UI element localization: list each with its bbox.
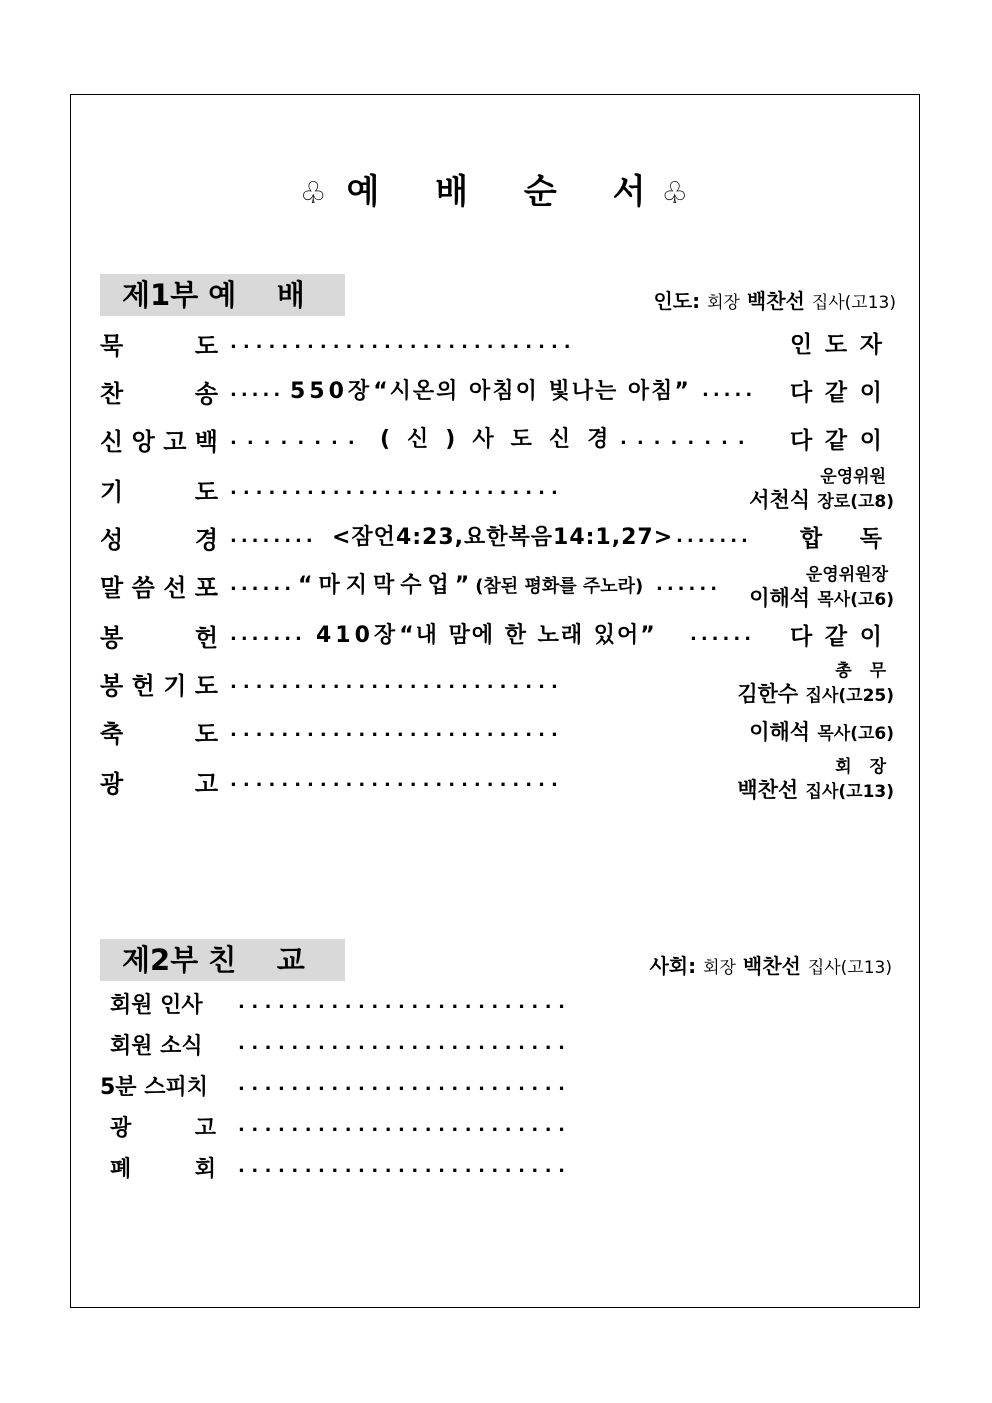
order-row-sermon: [100, 565, 894, 610]
dot-leader: .......: [676, 526, 752, 547]
row-label: 기 도: [100, 478, 218, 506]
page-title: [0, 164, 992, 213]
creed-detail: (신)사도신경: [380, 427, 626, 452]
dot-leader: .........................: [238, 1115, 572, 1136]
dot-leader: .........................: [238, 1033, 572, 1054]
row-label: 폐 회: [110, 1157, 216, 1182]
person: 백찬선 집사(고13): [737, 778, 894, 802]
row-performer: 인 도 자: [790, 332, 882, 358]
scripture-detail: <잠언4:23,요한복음14:1,27>: [332, 525, 674, 550]
order-row-offering: [100, 618, 894, 658]
order-row-silent-prayer: [100, 326, 894, 366]
sermon-detail: “마지막수업”(참된 평화를 주노라): [298, 573, 644, 598]
order-row-hymn: [100, 374, 894, 414]
dot-leader: ...........................: [230, 332, 577, 353]
fellowship-row-speech: [100, 1070, 740, 1106]
row-performer: 합 독: [800, 526, 882, 552]
row-performer: 다 같 이: [790, 380, 882, 406]
person-role: 총 무: [835, 661, 886, 681]
dot-leader: .....: [230, 380, 285, 401]
order-row-offering-prayer: [100, 661, 894, 706]
leader-title: 집사(고13): [807, 958, 892, 978]
dot-leader: ..........................: [230, 770, 564, 791]
leader-name: 백찬선: [742, 954, 801, 978]
dot-leader: .......: [230, 624, 306, 645]
dot-leader: ..........................: [230, 672, 564, 693]
dot-leader: ......: [656, 574, 722, 595]
dot-leader: .........................: [238, 1156, 572, 1177]
row-label: 봉 헌 기 도: [100, 672, 218, 700]
person: 서천식 장로(고8): [749, 488, 894, 512]
order-row-prayer: [100, 467, 894, 512]
leader-title: 집사(고13): [811, 293, 896, 313]
row-label: 5분 스피치: [100, 1075, 208, 1100]
dot-leader: .........................: [238, 1074, 572, 1095]
row-label: 말 씀 선 포: [100, 574, 218, 602]
part1-heading: 제1부 예 배: [100, 274, 345, 316]
dot-leader: ..........................: [230, 720, 564, 741]
dot-leader: ......: [230, 574, 296, 595]
hymn-detail: 410장“내 맘에 한 노래 있어”: [316, 623, 657, 648]
dot-leader: ......: [690, 624, 756, 645]
leader-label: 인도:: [653, 289, 701, 313]
row-label: 찬 송: [100, 380, 218, 408]
fellowship-row-closing: [100, 1152, 740, 1188]
order-row-scripture: [100, 520, 894, 560]
fellowship-row-news: [100, 1029, 740, 1065]
row-label: 광 고: [110, 1116, 216, 1141]
person-role: 회 장: [835, 757, 886, 777]
row-performer: 다 같 이: [790, 428, 882, 454]
person: 김한수 집사(고25): [737, 682, 894, 706]
person-role: 운영위원장: [805, 565, 888, 585]
order-row-confession: [100, 422, 894, 462]
row-label: 축 도: [100, 720, 218, 748]
person: 이해석 목사(고6): [749, 586, 894, 610]
order-row-benediction: [100, 714, 894, 754]
row-label: 묵 도: [100, 332, 218, 360]
row-label: 신 앙 고 백: [100, 428, 218, 456]
dot-leader: ........: [230, 526, 317, 547]
row-label: 회원 소식: [110, 1034, 203, 1059]
leader-role: 회장: [703, 958, 736, 978]
person: 이해석 목사(고6): [749, 720, 894, 744]
dot-leader: ..........................: [230, 478, 564, 499]
fellowship-row-greetings: [100, 988, 740, 1024]
part2-heading: 제2부 친 교: [100, 939, 345, 981]
row-label: 성 경: [100, 526, 218, 554]
row-label: 봉 헌: [100, 624, 218, 652]
dot-leader: ........: [230, 428, 365, 449]
dot-leader: .........................: [238, 992, 572, 1013]
part1-leader: [653, 285, 896, 314]
row-performer: 다 같 이: [790, 624, 882, 650]
club-icon: ♧: [661, 176, 693, 211]
leader-role: 회장: [707, 293, 740, 313]
row-label: 회원 인사: [110, 993, 203, 1018]
person-role: 운영위원: [820, 467, 886, 487]
order-row-announcements: [100, 757, 894, 804]
dot-leader: .....: [702, 380, 757, 401]
leader-label: 사회:: [649, 954, 697, 978]
title-text: 예 배 순 서: [346, 172, 668, 212]
hymn-detail: 550장“시온의 아침이 빛나는 아침”: [290, 379, 691, 404]
part2-leader: [649, 950, 892, 979]
leader-name: 백찬선: [746, 289, 805, 313]
club-icon: ♧: [299, 176, 331, 211]
row-label: 광 고: [100, 770, 218, 798]
dot-leader: ........: [620, 428, 755, 449]
fellowship-row-announcements: [100, 1111, 740, 1147]
